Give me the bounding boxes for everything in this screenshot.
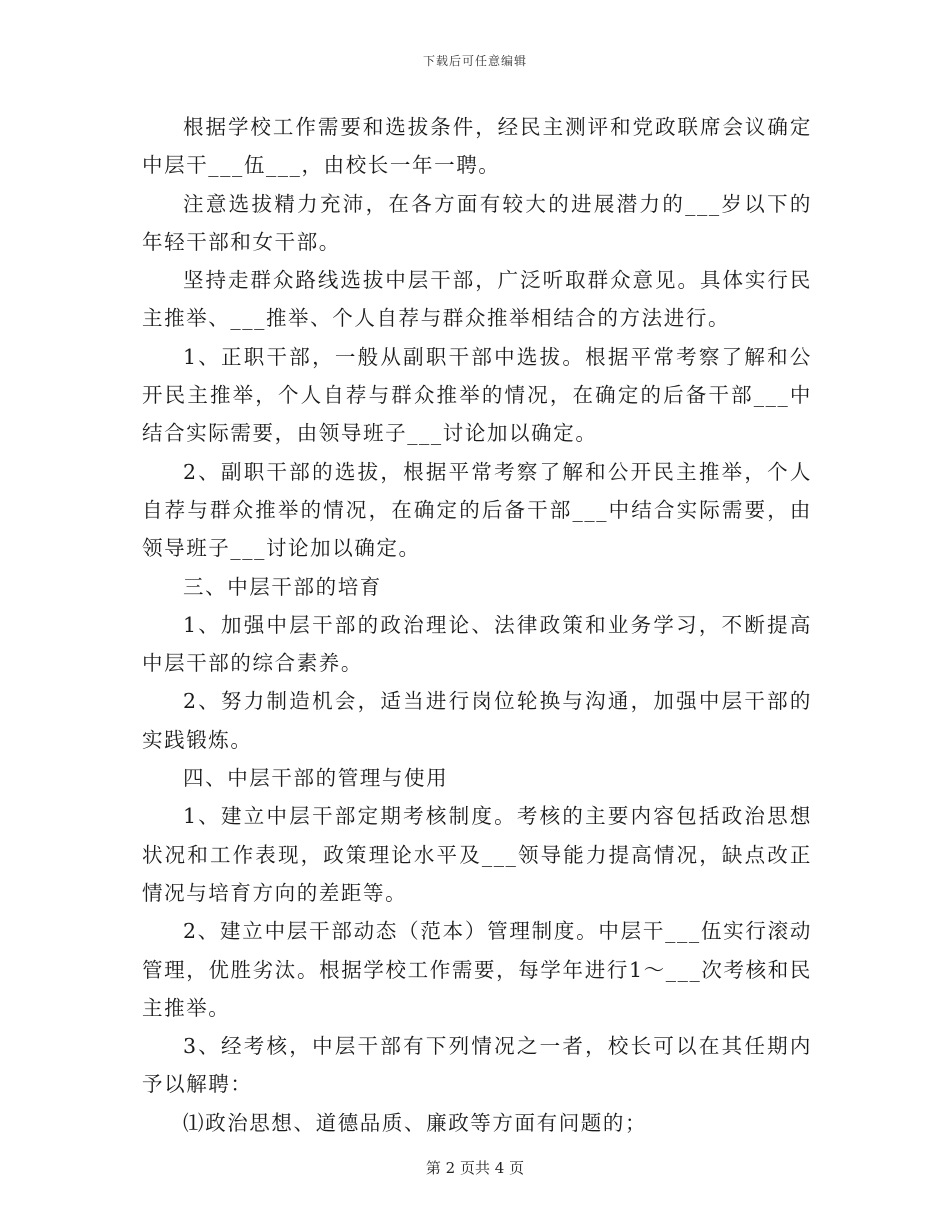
paragraph: 根据学校工作需要和选拔条件，经民主测评和党政联席会议确定中层干___伍___，由校长一年一聘。	[142, 115, 812, 178]
page-footer: 第 2 页共 4 页	[425, 1159, 525, 1177]
section-heading: 三、中层干部的培育	[183, 574, 382, 599]
paragraph: 注意选拔精力充沛，在各方面有较大的进展潜力的___岁以下的年轻干部和女干部。	[142, 191, 812, 254]
list-item: ⑴政治思想、道德品质、廉政等方面有问题的；	[183, 1110, 648, 1135]
paragraph: 3、经考核，中层干部有下列情况之一者，校长可以在其任期内予以解聘：	[142, 1034, 812, 1097]
page-header: 下载后可任意编辑	[422, 54, 527, 68]
document-body	[142, 108, 812, 1142]
section-heading: 四、中层干部的管理与使用	[183, 766, 449, 791]
paragraph: 2、副职干部的选拔，根据平常考察了解和公开民主推举，个人自荐与群众推举的情况，在确定的后备干部___中结合实际需要，由领导班子___讨论加以确定。	[142, 459, 812, 561]
paragraph: 1、加强中层干部的政治理论、法律政策和业务学习，不断提高中层干部的综合素养。	[142, 612, 812, 676]
paragraph: 2、建立中层干部动态（范本）管理制度。中层干___伍实行滚动管理，优胜劣汰。根据学校工作需要，每学年进行1～___次考核和民主推举。	[142, 919, 812, 1020]
paragraph: 坚持走群众路线选拔中层干部，广泛听取群众意见。具体实行民主推举、___推举、个人自荐与群众推举相结合的方法进行。	[142, 268, 812, 331]
paragraph: 1、正职干部，一般从副职干部中选拔。根据平常考察了解和公开民主推举，个人自荐与群众推举的情况，在确定的后备干部___中结合实际需要，由领导班子___讨论加以确定。	[142, 344, 812, 446]
paragraph: 2、努力制造机会，适当进行岗位轮换与沟通，加强中层干部的实践锻炼。	[142, 689, 812, 752]
paragraph: 1、建立中层干部定期考核制度。考核的主要内容包括政治思想状况和工作表现，政策理论水平及___领导能力提高情况，缺点改正情况与培育方向的差距等。	[142, 804, 812, 905]
